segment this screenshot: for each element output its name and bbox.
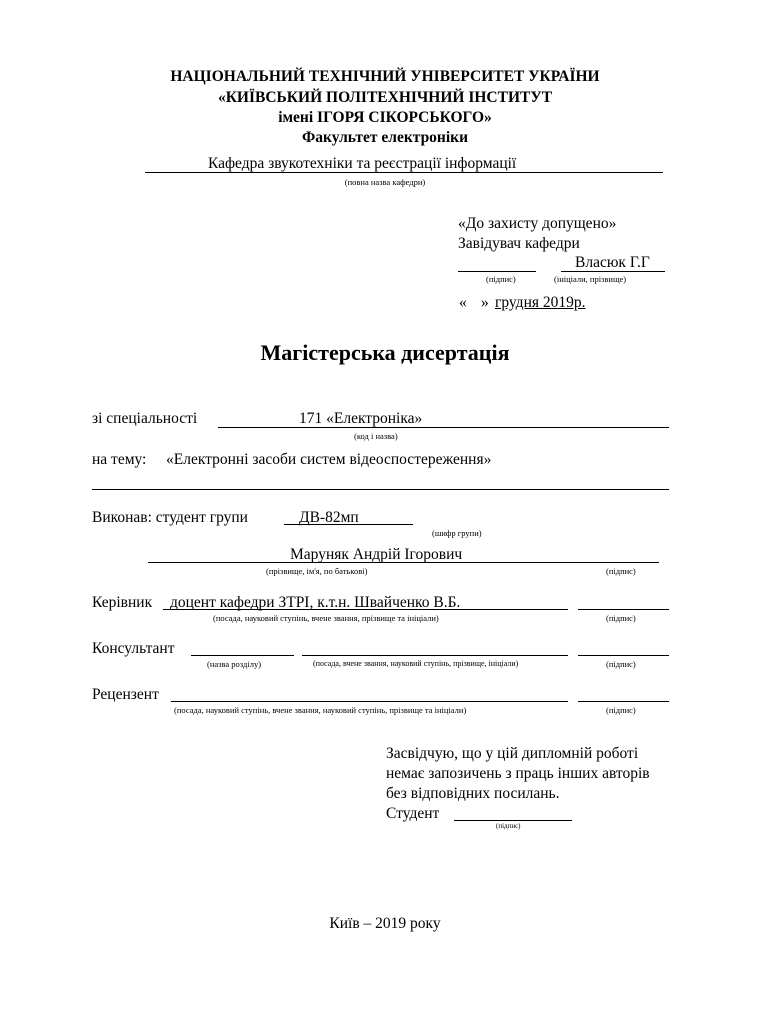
reviewer-signature-caption: (підпис) xyxy=(606,705,636,715)
declaration-signature-caption: (підпис) xyxy=(496,822,521,830)
consultant-person-caption: (посада, вчене звання, науковий ступінь, прізвище, ініціали) xyxy=(313,659,519,668)
reviewer-line xyxy=(171,701,568,702)
approval-heading: «До захисту допущено» xyxy=(458,215,617,232)
approval-date: грудня 2019р. xyxy=(495,294,586,311)
date-quote-close: » xyxy=(481,294,489,311)
institute-name-sikorsky: імені ІГОРЯ СІКОРСЬКОГО» xyxy=(278,109,492,126)
student-name: Маруняк Андрій Ігорович xyxy=(290,546,463,563)
consultant-signature-line xyxy=(578,655,669,656)
faculty-name: Факультет електроніки xyxy=(301,129,469,146)
head-name: Власюк Г.Г xyxy=(575,254,650,271)
department-name: Кафедра звукотехніки та реєстрації інформації xyxy=(208,155,517,172)
specialty-label: зі спеціальності xyxy=(92,410,198,427)
document-title: Магістерська дисертація xyxy=(260,340,510,365)
specialty-line xyxy=(218,427,669,428)
city-year: Київ – 2019 року xyxy=(329,915,441,932)
declaration-signature-line xyxy=(454,820,572,821)
date-quote-open: « xyxy=(459,294,467,311)
consultant-label: Консультант xyxy=(92,640,175,657)
department-caption: (повна назва кафедри) xyxy=(344,177,426,187)
university-name: НАЦІОНАЛЬНИЙ ТЕХНІЧНИЙ УНІВЕРСИТЕТ УКРАЇНИ xyxy=(170,68,600,85)
consultant-person-line xyxy=(302,655,568,656)
student-signature-caption: (підпис) xyxy=(606,566,636,576)
declaration-student-label: Студент xyxy=(386,805,440,822)
reviewer-signature-line xyxy=(578,701,669,702)
declaration-line-2: немає запозичень з праць інших авторів xyxy=(386,765,650,782)
reviewer-label: Рецензент xyxy=(92,686,159,703)
declaration-line-1: Засвідчую, що у цій дипломній роботі xyxy=(386,745,639,762)
reviewer-caption: (посада, науковий ступінь, вчене звання, науковий ступінь, прізвище та ініціали) xyxy=(174,705,467,715)
student-name-caption: (прізвище, ім'я, по батькові) xyxy=(266,566,368,576)
topic-label: на тему: xyxy=(92,451,147,468)
head-of-department-label: Завідувач кафедри xyxy=(458,235,580,252)
head-signature-caption: (підпис) xyxy=(486,274,516,284)
topic-extra-line xyxy=(92,489,669,490)
declaration-line-3: без відповідних посилань. xyxy=(386,785,560,802)
head-name-caption: (ініціали, прізвище) xyxy=(554,274,627,284)
specialty-value: 171 «Електроніка» xyxy=(299,410,423,427)
supervisor-signature-line xyxy=(578,609,669,610)
supervisor-caption: (посада, науковий ступінь, вчене звання, прізвище та ініціали) xyxy=(213,613,439,623)
institute-name: «КИЇВСЬКИЙ ПОЛІТЕХНІЧНИЙ ІНСТИТУТ xyxy=(217,89,553,106)
group-caption: (шифр групи) xyxy=(432,528,482,538)
supervisor-label: Керівник xyxy=(92,594,153,611)
consultant-section-line xyxy=(191,655,294,656)
consultant-signature-caption: (підпис) xyxy=(606,659,636,669)
topic-value: «Електронні засоби систем відеоспостереження» xyxy=(166,451,492,468)
supervisor-signature-caption: (підпис) xyxy=(606,613,636,623)
consultant-section-caption: (назва розділу) xyxy=(207,659,262,669)
specialty-caption: (код і назва) xyxy=(354,431,398,441)
head-signature-line xyxy=(458,271,536,272)
performer-label: Виконав: студент групи xyxy=(92,509,248,526)
group-value: ДВ-82мп xyxy=(299,509,359,526)
supervisor-value: доцент кафедри ЗТРІ, к.т.н. Швайченко В.Б. xyxy=(170,594,461,611)
